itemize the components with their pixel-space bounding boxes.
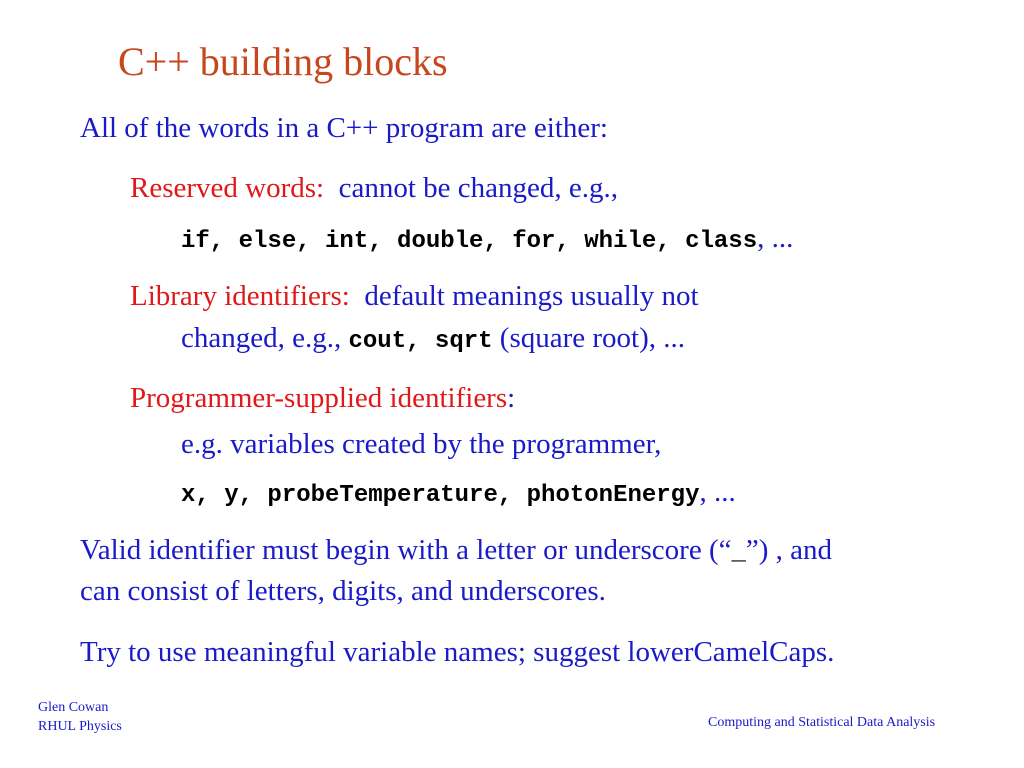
intro-text: All of the words in a C++ program are either: [80,112,608,144]
library-line2-suffix: (square root), ... [492,322,685,354]
programmer-identifiers-code: x, y, probeTemperature, photonEnergy [181,482,700,509]
valid-identifier-line2 [80,575,606,608]
valid-line1-prefix: Valid identifier must begin with a letter or underscore (“ [80,534,732,566]
programmer-identifiers-examples [181,476,736,509]
library-identifiers-label: Library identifiers: [130,280,350,312]
programmer-identifiers-desc [181,428,661,461]
slide-title: C++ building blocks [118,39,448,84]
programmer-identifiers-line [130,382,515,415]
library-identifiers-line [130,280,699,313]
programmer-identifiers-tail: , ... [699,476,736,508]
footer-author: Glen Cowan [38,700,109,715]
footer-course: Computing and Statistical Data Analysis [708,715,936,730]
reserved-words-examples [181,222,793,255]
programmer-identifiers-label: Programmer-supplied identifiers [130,382,508,414]
library-identifiers-desc: default meanings usually not [349,280,699,312]
library-identifiers-code: cout, sqrt [348,328,493,355]
programmer-identifiers-colon: : [507,382,516,414]
valid-identifier-line1 [80,534,832,567]
valid-underscore: _ [731,540,746,567]
reserved-words-desc: cannot be changed, e.g., [324,172,619,204]
reserved-words-line [130,172,618,205]
advice-text: Try to use meaningful variable names; suggest lowerCamelCaps. [80,636,835,668]
programmer-desc-text: e.g. variables created by the programmer, [181,428,662,460]
library-line2-prefix: changed, e.g., [181,322,349,354]
reserved-words-label: Reserved words: [130,172,325,204]
library-identifiers-examples [181,322,685,355]
reserved-words-tail: , ... [757,222,794,254]
footer-institution: RHUL Physics [38,719,122,734]
advice-line [80,636,834,669]
valid-line1-suffix: ”) , and [745,534,833,566]
valid-line2-text: can consist of letters, digits, and underscores. [80,575,606,607]
reserved-words-code: if, else, int, double, for, while, class [181,228,758,255]
intro-line [80,112,608,145]
